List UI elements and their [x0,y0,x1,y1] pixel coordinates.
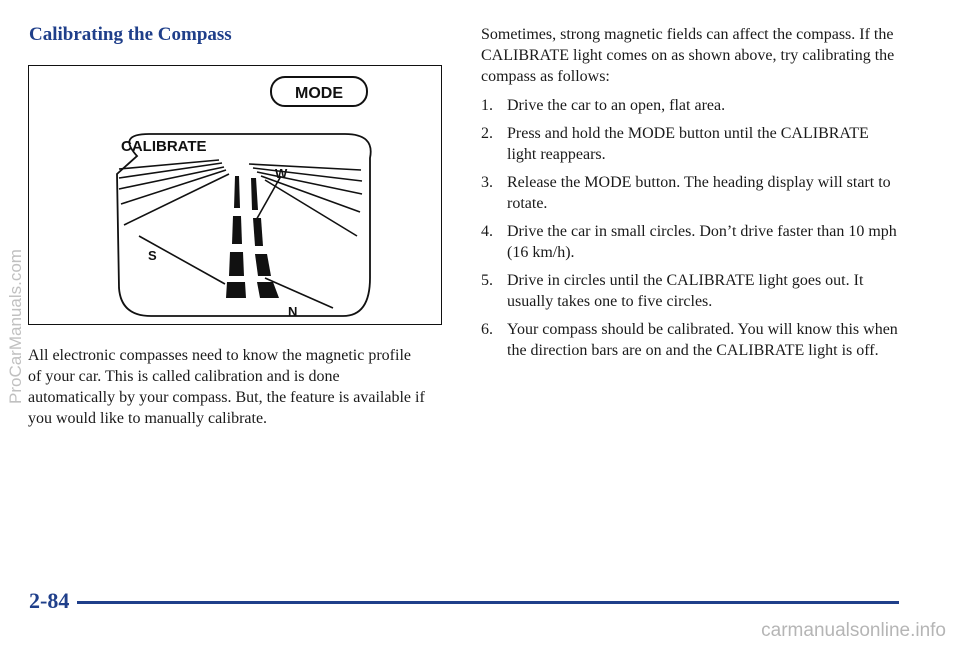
step-number: 3. [481,174,493,191]
list-item [481,221,901,263]
calibrate-light-label: CALIBRATE [121,138,207,155]
list-item [481,270,901,312]
direction-label-n: N [288,304,298,319]
mode-button [271,77,367,106]
step-number: 6. [481,321,493,338]
list-item [481,95,901,116]
calibration-steps-list [481,95,901,361]
section-title: Calibrating the Compass [29,24,232,45]
page-footer [29,588,899,618]
w-indicator-line [255,176,281,222]
list-item [481,123,901,165]
step-number: 1. [481,97,493,114]
direction-label-w: W [275,166,288,181]
side-watermark: ProCarManuals.com [6,249,25,404]
step-number: 4. [481,223,493,240]
list-item [481,172,901,214]
mode-button-label: MODE [295,85,343,102]
instructions-intro: Sometimes, strong magnetic fields can affect the compass. If the CALIBRATE light comes on as shown above, try calibrating the compass as follows: [481,26,895,85]
compass-display-illustration [28,65,442,325]
step-text: Drive the car to an open, flat area. [507,97,726,114]
step-text: Your compass should be calibrated. You will know this when the direction bars are on and the CALIBRATE light is off. [507,321,898,359]
direction-rays-left [119,160,229,225]
direction-rays-right [249,164,362,236]
step-text: Drive in circles until the CALIBRATE light goes out. It usually takes one to five circles. [507,272,864,310]
step-text: Release the MODE button. The heading display will start to rotate. [507,174,891,212]
step-text: Drive the car in small circles. Don’t drive faster than 10 mph (16 km/h). [507,223,897,261]
page-number: 2-84 [29,588,70,613]
step-number: 2. [481,125,493,142]
calibration-instructions [481,24,901,368]
direction-label-s: S [148,248,157,263]
step-number: 5. [481,272,493,289]
list-item [481,319,901,361]
footer-rule [77,601,899,604]
step-text: Press and hold the MODE button until the CALIBRATE light reappears. [507,125,869,163]
intro-paragraph: All electronic compasses need to know the magnetic profile of your car. This is called calibration and is done automatically by your compass. But, the feature is available if you would like to manually calibrate. [28,347,425,427]
site-watermark: carmanualsonline.info [761,620,946,641]
